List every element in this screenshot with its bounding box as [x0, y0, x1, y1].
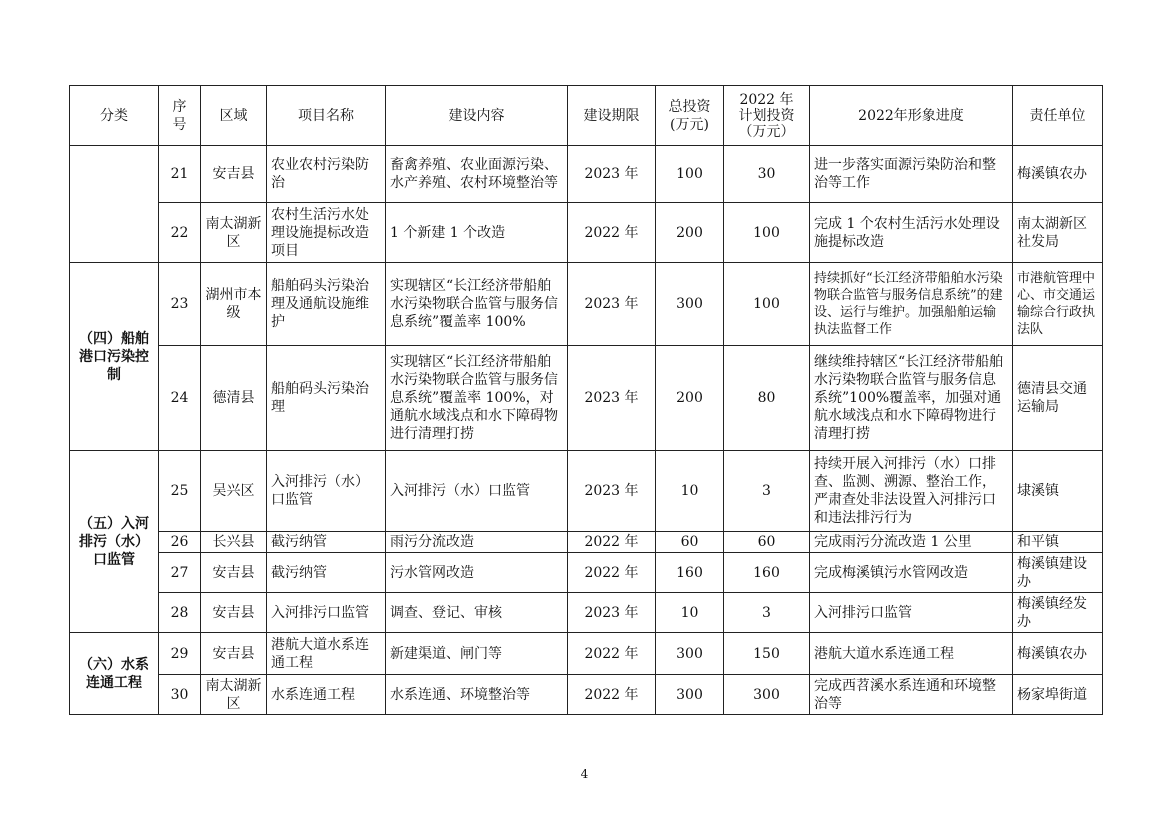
row-region: 南太湖新区 — [201, 203, 267, 263]
row-name: 截污纳管 — [267, 532, 386, 553]
row-no: 21 — [159, 146, 201, 203]
row-no: 29 — [159, 633, 201, 675]
row-unit: 梅溪镇经发办 — [1013, 593, 1103, 633]
row-period: 2023 年 — [568, 263, 656, 346]
row-name: 港航大道水系连通工程 — [267, 633, 386, 675]
row-plan: 160 — [724, 553, 810, 593]
row-region: 安吉县 — [201, 553, 267, 593]
row-unit: 市港航管理中心、市交通运输综合行政执法队 — [1013, 263, 1103, 346]
project-table — [69, 85, 1103, 715]
row-unit: 梅溪镇农办 — [1013, 146, 1103, 203]
row-name: 船舶码头污染治理及通航设施维护 — [267, 263, 386, 346]
row-name: 入河排污口监管 — [267, 593, 386, 633]
row-period: 2023 年 — [568, 146, 656, 203]
header-unit: 责任单位 — [1013, 86, 1103, 146]
row-content: 1 个新建 1 个改造 — [386, 203, 568, 263]
row-period: 2022 年 — [568, 532, 656, 553]
row-progress: 完成梅溪镇污水管网改造 — [810, 553, 1013, 593]
header-plan-investment: 2022 年 计划投资 （万元） — [724, 86, 810, 146]
table-row — [70, 451, 1103, 532]
header-row — [70, 86, 1103, 146]
row-period: 2022 年 — [568, 675, 656, 715]
header-region: 区域 — [201, 86, 267, 146]
table-row — [70, 346, 1103, 451]
row-total: 200 — [656, 203, 724, 263]
row-total: 300 — [656, 263, 724, 346]
category-outfall-supervision: （五）入河排污（水）口监管 — [70, 451, 159, 633]
row-plan: 150 — [724, 633, 810, 675]
row-plan: 100 — [724, 203, 810, 263]
page-number: 4 — [580, 767, 589, 781]
row-unit: 埭溪镇 — [1013, 451, 1103, 532]
row-region: 湖州市本级 — [201, 263, 267, 346]
table-row — [70, 593, 1103, 633]
row-content: 新建渠道、闸门等 — [386, 633, 568, 675]
row-progress: 完成雨污分流改造 1 公里 — [810, 532, 1013, 553]
row-unit: 德清县交通运输局 — [1013, 346, 1103, 451]
category-ship-port-pollution: （四）船舶港口污染控制 — [70, 263, 159, 451]
row-region: 长兴县 — [201, 532, 267, 553]
row-period: 2023 年 — [568, 451, 656, 532]
row-no: 26 — [159, 532, 201, 553]
row-plan: 80 — [724, 346, 810, 451]
header-project-name: 项目名称 — [267, 86, 386, 146]
row-period: 2023 年 — [568, 593, 656, 633]
row-content: 入河排污（水）口监管 — [386, 451, 568, 532]
row-no: 22 — [159, 203, 201, 263]
row-region: 南太湖新区 — [201, 675, 267, 715]
table-row — [70, 532, 1103, 553]
row-no: 23 — [159, 263, 201, 346]
row-total: 160 — [656, 553, 724, 593]
row-unit: 杨家埠街道 — [1013, 675, 1103, 715]
row-content: 畜禽养殖、农业面源污染、水产养殖、农村环境整治等 — [386, 146, 568, 203]
table-row — [70, 263, 1103, 346]
row-progress: 完成 1 个农村生活污水处理设施提标改造 — [810, 203, 1013, 263]
row-progress: 进一步落实面源污染防治和整治等工作 — [810, 146, 1013, 203]
category-water-connectivity: （六）水系连通工程 — [70, 633, 159, 715]
row-progress: 持续开展入河排污（水）口排查、监测、溯源、整治工作，严肃查处非法设置入河排污口和违法排污行为 — [810, 451, 1013, 532]
row-no: 25 — [159, 451, 201, 532]
row-no: 30 — [159, 675, 201, 715]
row-period: 2022 年 — [568, 633, 656, 675]
row-plan: 3 — [724, 593, 810, 633]
row-unit: 梅溪镇建设办 — [1013, 553, 1103, 593]
table-row — [70, 633, 1103, 675]
row-content: 实现辖区“长江经济带船舶水污染物联合监管与服务信息系统”覆盖率 100% — [386, 263, 568, 346]
row-no: 28 — [159, 593, 201, 633]
row-progress: 完成西苕溪水系连通和环境整治等 — [810, 675, 1013, 715]
table-row — [70, 146, 1103, 203]
row-unit: 和平镇 — [1013, 532, 1103, 553]
row-total: 300 — [656, 633, 724, 675]
header-period: 建设期限 — [568, 86, 656, 146]
row-content: 调查、登记、审核 — [386, 593, 568, 633]
row-region: 德清县 — [201, 346, 267, 451]
row-content: 污水管网改造 — [386, 553, 568, 593]
row-name: 农业农村污染防治 — [267, 146, 386, 203]
row-no: 24 — [159, 346, 201, 451]
row-total: 300 — [656, 675, 724, 715]
row-plan: 60 — [724, 532, 810, 553]
row-total: 100 — [656, 146, 724, 203]
row-name: 入河排污（水）口监管 — [267, 451, 386, 532]
row-period: 2022 年 — [568, 553, 656, 593]
row-name: 船舶码头污染治理 — [267, 346, 386, 451]
row-total: 10 — [656, 451, 724, 532]
row-content: 水系连通、环境整治等 — [386, 675, 568, 715]
row-region: 安吉县 — [201, 146, 267, 203]
row-name: 水系连通工程 — [267, 675, 386, 715]
row-unit: 南太湖新区社发局 — [1013, 203, 1103, 263]
row-content: 实现辖区“长江经济带船舶水污染物联合监管与服务信息系统”覆盖率 100%，对通航水域浅点和水下障碍物进行清理打捞 — [386, 346, 568, 451]
table-row — [70, 675, 1103, 715]
row-progress: 港航大道水系连通工程 — [810, 633, 1013, 675]
table-row — [70, 553, 1103, 593]
row-region: 安吉县 — [201, 593, 267, 633]
row-plan: 30 — [724, 146, 810, 203]
row-progress: 继续维持辖区“长江经济带船舶水污染物联合监管与服务信息系统”100%覆盖率，加强对通航水域浅点和水下障碍物进行清理打捞 — [810, 346, 1013, 451]
row-progress: 持续抓好“长江经济带船舶水污染物联合监管与服务信息系统”的建设、运行与维护。加强船舶运输执法监督工作 — [810, 263, 1013, 346]
row-plan: 100 — [724, 263, 810, 346]
row-total: 60 — [656, 532, 724, 553]
row-name: 农村生活污水处理设施提标改造项目 — [267, 203, 386, 263]
row-progress: 入河排污口监管 — [810, 593, 1013, 633]
header-category: 分类 — [70, 86, 159, 146]
row-total: 10 — [656, 593, 724, 633]
header-seq: 序 号 — [159, 86, 201, 146]
row-total: 200 — [656, 346, 724, 451]
row-content: 雨污分流改造 — [386, 532, 568, 553]
header-total-investment: 总投资 (万元) — [656, 86, 724, 146]
header-content: 建设内容 — [386, 86, 568, 146]
row-region: 安吉县 — [201, 633, 267, 675]
row-plan: 3 — [724, 451, 810, 532]
category-cell-empty — [70, 146, 159, 263]
row-period: 2023 年 — [568, 346, 656, 451]
row-region: 吴兴区 — [201, 451, 267, 532]
row-unit: 梅溪镇农办 — [1013, 633, 1103, 675]
row-no: 27 — [159, 553, 201, 593]
table-row — [70, 203, 1103, 263]
header-progress: 2022年形象进度 — [810, 86, 1013, 146]
row-period: 2022 年 — [568, 203, 656, 263]
row-name: 截污纳管 — [267, 553, 386, 593]
row-plan: 300 — [724, 675, 810, 715]
